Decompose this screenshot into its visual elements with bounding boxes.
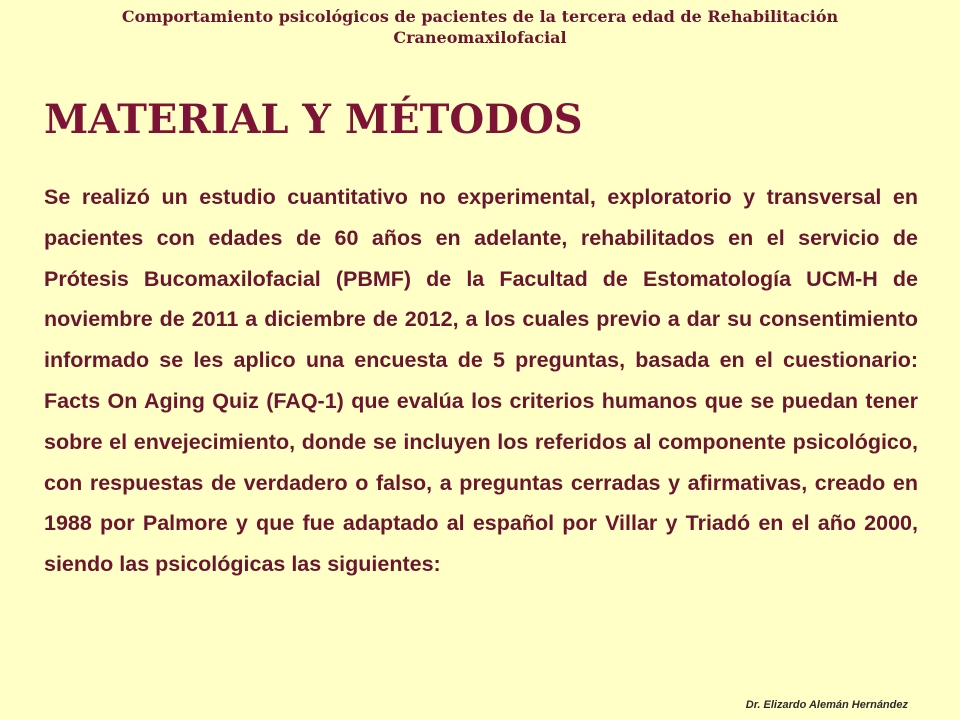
body-paragraph: Se realizó un estudio cuantitativo no experimental, exploratorio y transversal en pacientes con edades de 60 años en adelante, rehabilitados en el servicio de Prótesis Bucomaxilofacial (PBMF) de la Facultad de Estomatología UCM-H de noviembre de 2011 a diciembre de 2012, a los cuales previo a dar su consentimiento informado se les aplico una encuesta de 5 preguntas, basada en el cuestionario: Facts On Aging Quiz (FAQ-1) que evalúa los criterios humanos que se puedan tener sobre el envejecimiento, donde se incluyen los referidos al componente psicológico, con respuestas de verdadero o falso, a preguntas cerradas y afirmativas, creado en 1988 por Palmore y que fue adaptado al español por Villar y Triadó en el año 2000, siendo las psicológicas las siguientes: <box>44 185 918 577</box>
slide-header: Comportamiento psicológicos de pacientes de la tercera edad de Rehabilitación Craneomaxilofacial <box>121 7 839 47</box>
author-footer: Dr. Elizardo Alemán Hernández <box>745 699 908 711</box>
slide-title: MATERIAL Y MÉTODOS <box>44 96 583 143</box>
